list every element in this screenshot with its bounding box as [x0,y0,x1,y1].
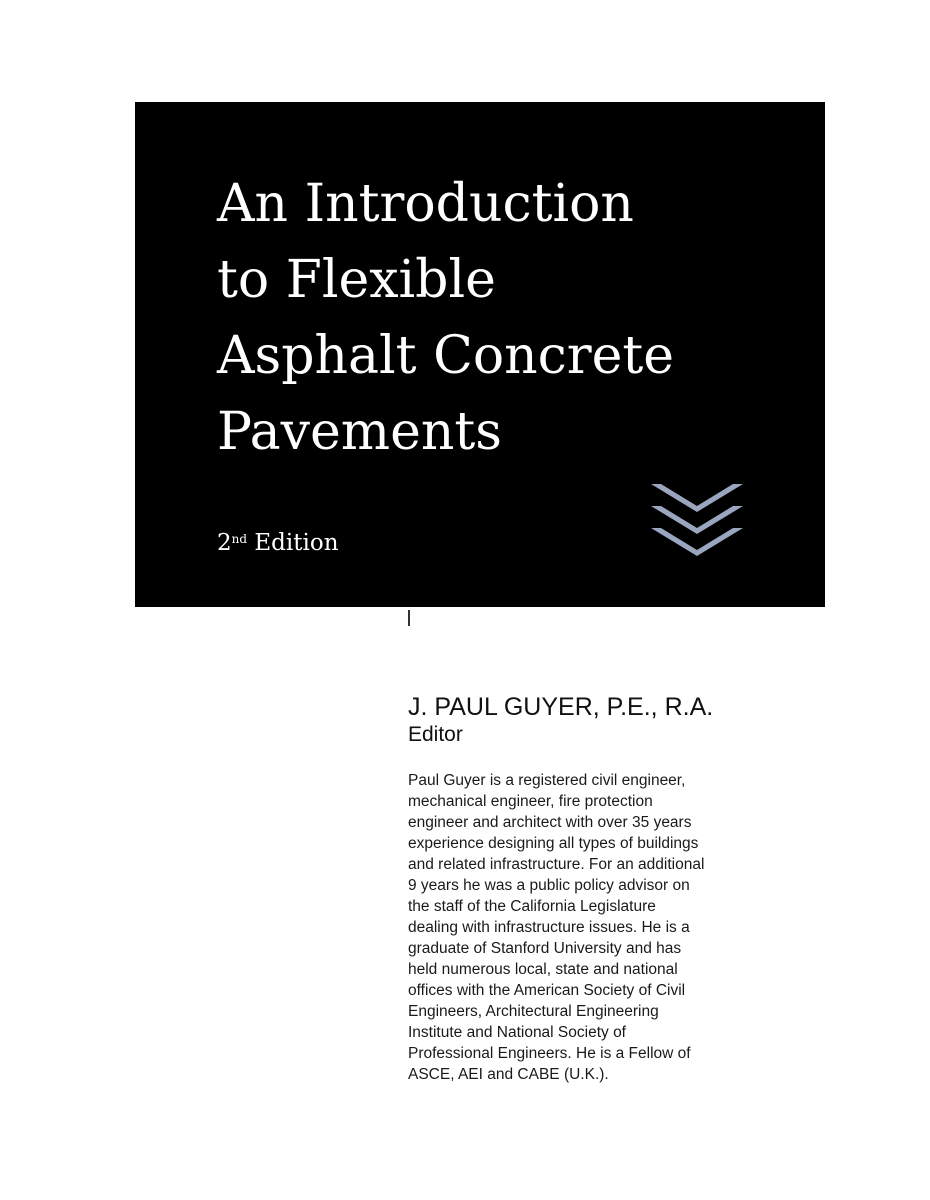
book-title [217,166,674,470]
edition-label [217,530,339,556]
bio-line: experience designing all types of buildings [408,835,699,852]
title-line: to Flexible [217,250,496,310]
divider-mark [408,610,410,626]
author-name: J. PAUL GUYER, P.E., R.A. [408,693,714,721]
author-bio [408,770,768,1085]
author-role: Editor [408,723,463,746]
title-line: Pavements [217,402,502,462]
bio-line: graduate of Stanford University and has [408,940,682,957]
bio-line: dealing with infrastructure issues. He is a [408,919,690,936]
bio-line: Professional Engineers. He is a Fellow of [408,1045,691,1062]
bio-line: ASCE, AEI and CABE (U.K.). [408,1066,609,1083]
bio-line: held numerous local, state and national [408,961,678,978]
bio-line: 9 years he was a public policy advisor on [408,877,690,894]
bio-line: offices with the American Society of Civil [408,982,686,999]
cover-panel [135,102,825,607]
author-block [408,692,768,1085]
title-line: An Introduction [217,174,634,234]
chevron-down-icon [651,480,743,556]
edition-suffix: nd [231,532,248,546]
bio-line: Paul Guyer is a registered civil engineer, [408,772,686,789]
edition-number: 2 [217,530,232,556]
bio-line: the staff of the California Legislature [408,898,656,915]
bio-line: and related infrastructure. For an additional [408,856,705,873]
bio-line: mechanical engineer, fire protection [408,793,653,810]
bio-line: engineer and architect with over 35 years [408,814,692,831]
bio-line: Engineers, Architectural Engineering [408,1003,659,1020]
bio-line: Institute and National Society of [408,1024,626,1041]
edition-text: Edition [247,530,339,556]
title-line: Asphalt Concrete [217,326,675,386]
